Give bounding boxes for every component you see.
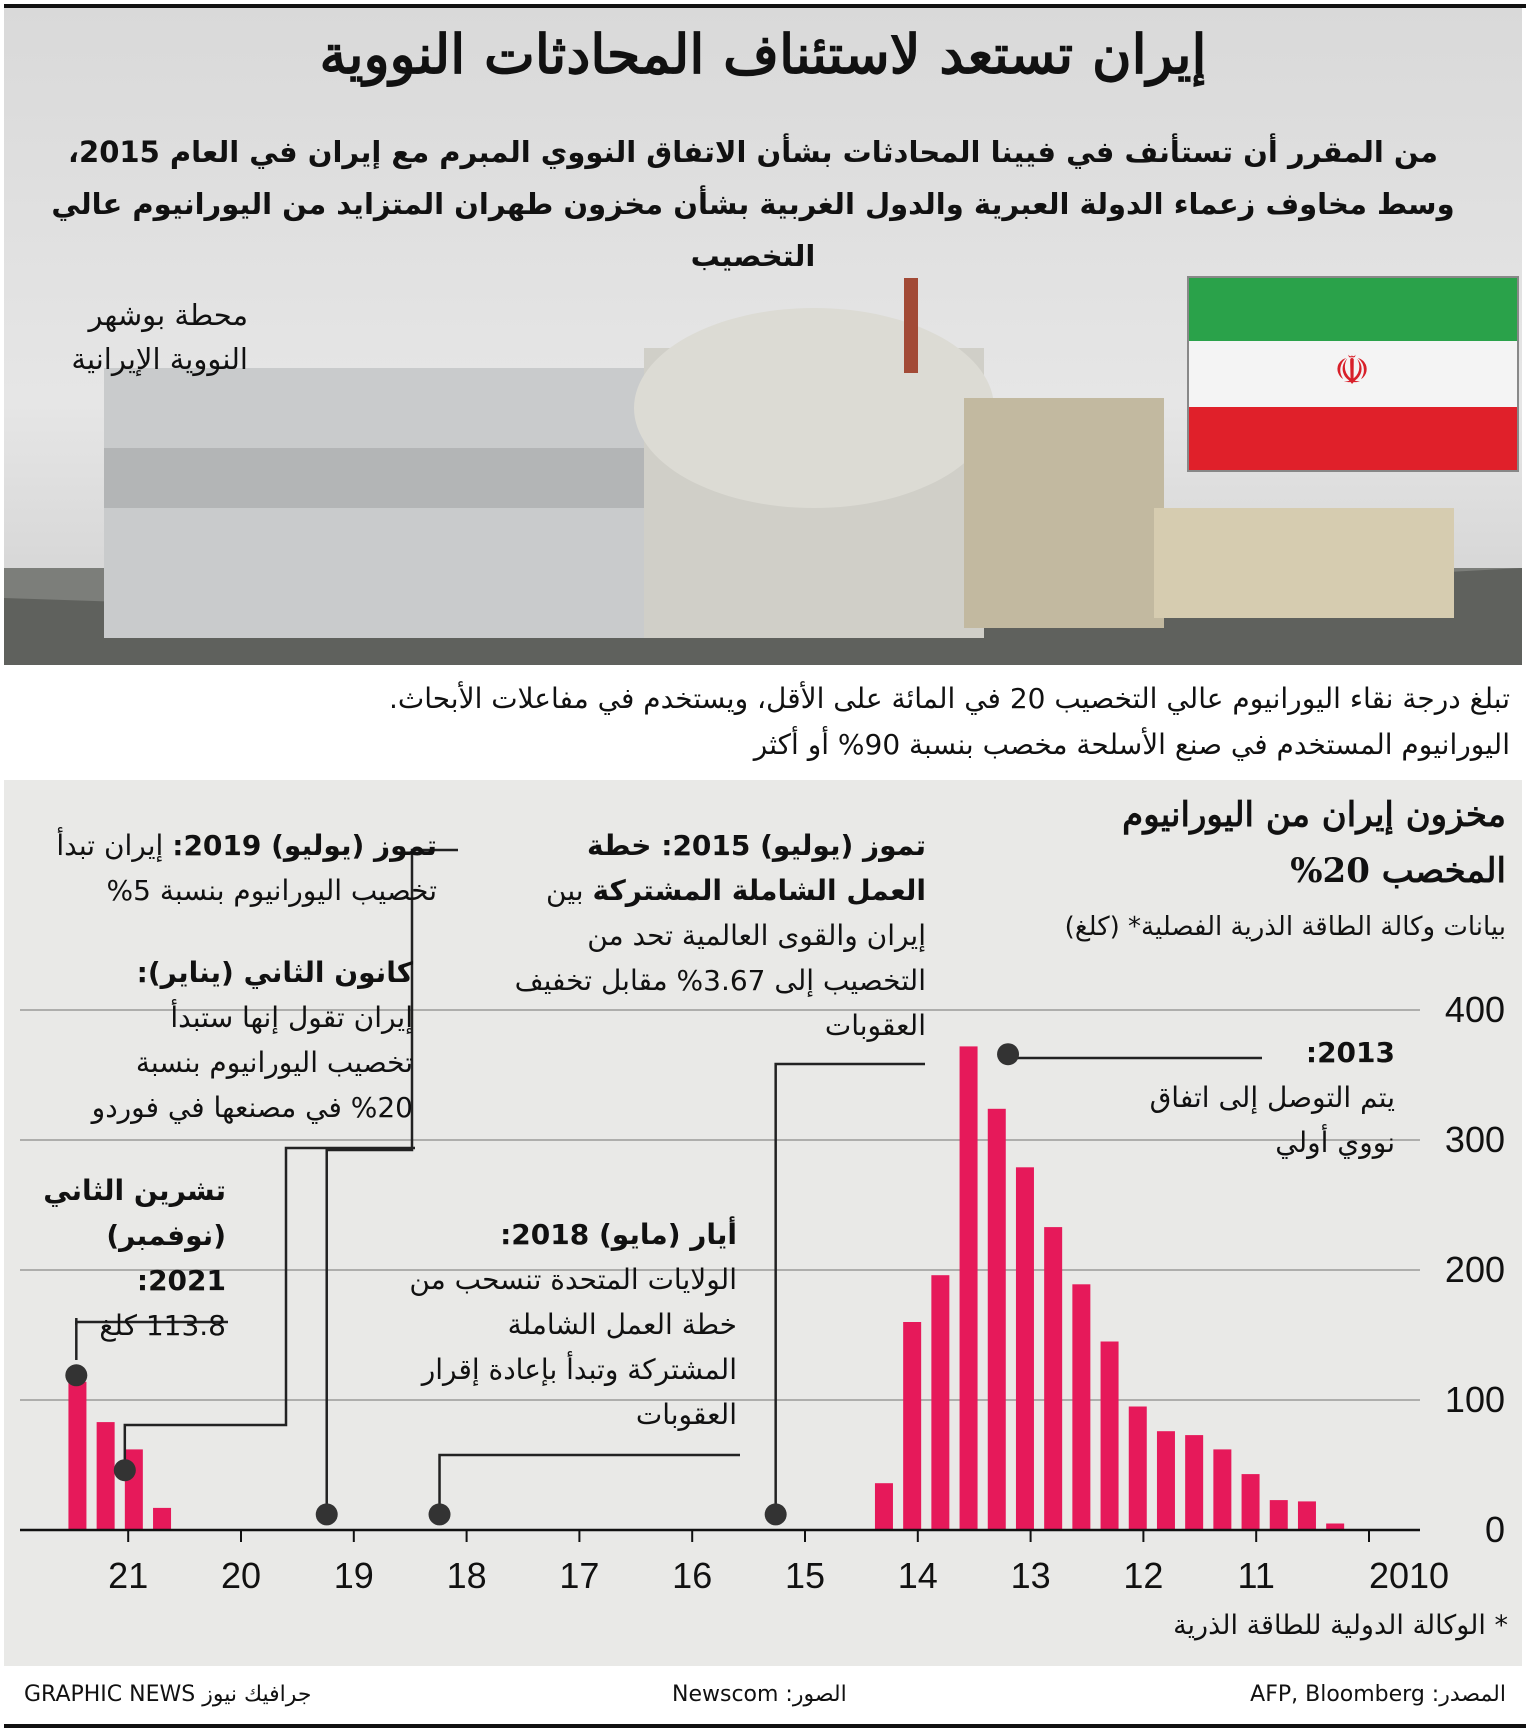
annotation-2021-nov <box>16 1168 226 1348</box>
annotation-2013-marker <box>997 1043 1019 1065</box>
annotation-2021-jan <box>83 950 413 1130</box>
emblem-icon: ☫ <box>1334 348 1370 395</box>
bar <box>153 1508 171 1530</box>
footer <box>0 1666 1526 1724</box>
chart-footnote: * الوكالة الدولية للطاقة الذرية <box>1173 1610 1508 1641</box>
x-tick-label: 11 <box>1237 1555 1275 1596</box>
x-tick-label: 21 <box>108 1555 149 1596</box>
bar <box>1270 1500 1288 1530</box>
y-tick-label: 300 <box>1444 1119 1505 1160</box>
bar <box>1185 1435 1203 1530</box>
annotation-2019-marker <box>316 1503 338 1525</box>
x-tick-label: 20 <box>220 1555 262 1596</box>
x-tick-label: 18 <box>446 1555 487 1596</box>
y-tick-label: 200 <box>1444 1249 1505 1290</box>
annotation-2018-title: أيار (مايو) 2018: <box>500 1218 737 1251</box>
annotation-2019-title: تموز (يوليو) 2019: <box>172 829 437 862</box>
annotation-2021-jan-body: إيران تقول إنها ستبدأ تخصيب اليورانيوم بنسبة 20% في مصنعها في فوردو <box>91 1001 413 1124</box>
chart-subtitle: بيانات وكالة الطاقة الذرية الفصلية* (كلغ) <box>1064 912 1506 942</box>
bar <box>931 1275 949 1530</box>
annotation-2015-title: تموز (يوليو) 2015: خطة العمل الشاملة المشتركة <box>587 829 926 907</box>
y-tick-label: 400 <box>1444 989 1505 1030</box>
x-tick-label: 17 <box>559 1555 600 1596</box>
annotation-2015 <box>506 823 926 1048</box>
annotation-2021-jan-title: كانون الثاني (يناير): <box>136 956 413 989</box>
annotation-2018-marker <box>429 1503 451 1525</box>
annotation-2021-nov-title: تشرين الثاني (نوفمبر) 2021: <box>43 1174 226 1297</box>
chart-title: مخزون إيران من اليورانيوم المخصب 20% <box>1122 795 1506 891</box>
annotation-2015-leader <box>776 1064 925 1515</box>
x-tick-label: 19 <box>333 1555 374 1596</box>
annotation-2013-body: يتم التوصل إلى اتفاق نووي أولي <box>1149 1081 1395 1159</box>
x-tick-label: 15 <box>784 1555 826 1596</box>
annotation-2021-nov-body: 113.8 كلغ <box>99 1309 226 1342</box>
source-credit: المصدر: AFP, Bloomberg <box>1250 1682 1506 1707</box>
y-tick-label: 100 <box>1444 1379 1505 1420</box>
annotation-2021-nov-marker <box>65 1364 87 1386</box>
bar <box>1016 1167 1034 1530</box>
annotation-2013-title: 2013: <box>1305 1036 1395 1069</box>
bar <box>1072 1284 1090 1530</box>
y-tick-label: 0 <box>1484 1509 1505 1550</box>
x-tick-label: 12 <box>1123 1555 1164 1596</box>
bar <box>68 1382 86 1530</box>
x-tick-label: 2010 <box>1368 1555 1450 1596</box>
bar <box>1298 1501 1316 1530</box>
bar <box>988 1109 1006 1530</box>
bar <box>1157 1431 1175 1530</box>
photo-caption: محطة بوشهر النووية الإيرانية <box>71 298 248 376</box>
annotation-2018-body: الولايات المتحدة تنسحب من خطة العمل الشاملة المشتركة وتبدأ بإعادة إقرار العقوبات <box>409 1263 737 1431</box>
x-tick-label: 16 <box>672 1555 713 1596</box>
bar <box>960 1046 978 1530</box>
bar <box>1101 1342 1119 1531</box>
photo-credit: الصور: Newscom <box>672 1682 847 1707</box>
annotation-2013 <box>1125 1030 1395 1165</box>
bar <box>903 1322 921 1530</box>
page-subtitle: من المقرر أن تستأنف في فيينا المحادثات بشأن الاتفاق النووي المبرم مع إيران في العام 2015، وسط مخاوف زعماء الدولة العبرية والدول الغربية بشأن مخزون طهران المتزايد من اليورانيوم عالي التخصيب <box>51 135 1455 273</box>
annotation-2015-marker <box>765 1503 787 1525</box>
note-line-2: اليورانيوم المستخدم في صنع الأسلحة مخصب بنسبة 90% أو أكثر <box>753 728 1510 761</box>
bar <box>97 1422 115 1530</box>
annotation-2015-body: بين إيران والقوى العالمية تحد من التخصيب إلى 3.67% مقابل تخفيف العقوبات <box>514 874 926 1042</box>
bar <box>1044 1227 1062 1530</box>
bottom-rule <box>4 1724 1526 1728</box>
bar <box>1129 1407 1147 1531</box>
annotation-2018 <box>397 1212 737 1437</box>
x-tick-label: 14 <box>897 1555 938 1596</box>
annotation-2021-jan-marker <box>114 1459 136 1481</box>
note-line-1: تبلغ درجة نقاء اليورانيوم عالي التخصيب 20 في المائة على الأقل، ويستخدم في مفاعلات الأبحاث. <box>388 682 1510 715</box>
annotation-2019-body: إيران تبدأ تخصيب اليورانيوم بنسبة 5% <box>56 829 437 907</box>
annotation-2018-leader <box>440 1455 740 1515</box>
x-tick-label: 13 <box>1010 1555 1051 1596</box>
bar <box>875 1483 893 1530</box>
brand-credit: GRAPHIC NEWS جرافيك نيوز <box>24 1682 312 1707</box>
bar <box>1242 1474 1260 1530</box>
page-title: إيران تستعد لاستئناف المحادثات النووية <box>319 22 1207 86</box>
bar <box>1213 1449 1231 1530</box>
annotation-2019 <box>37 823 437 913</box>
